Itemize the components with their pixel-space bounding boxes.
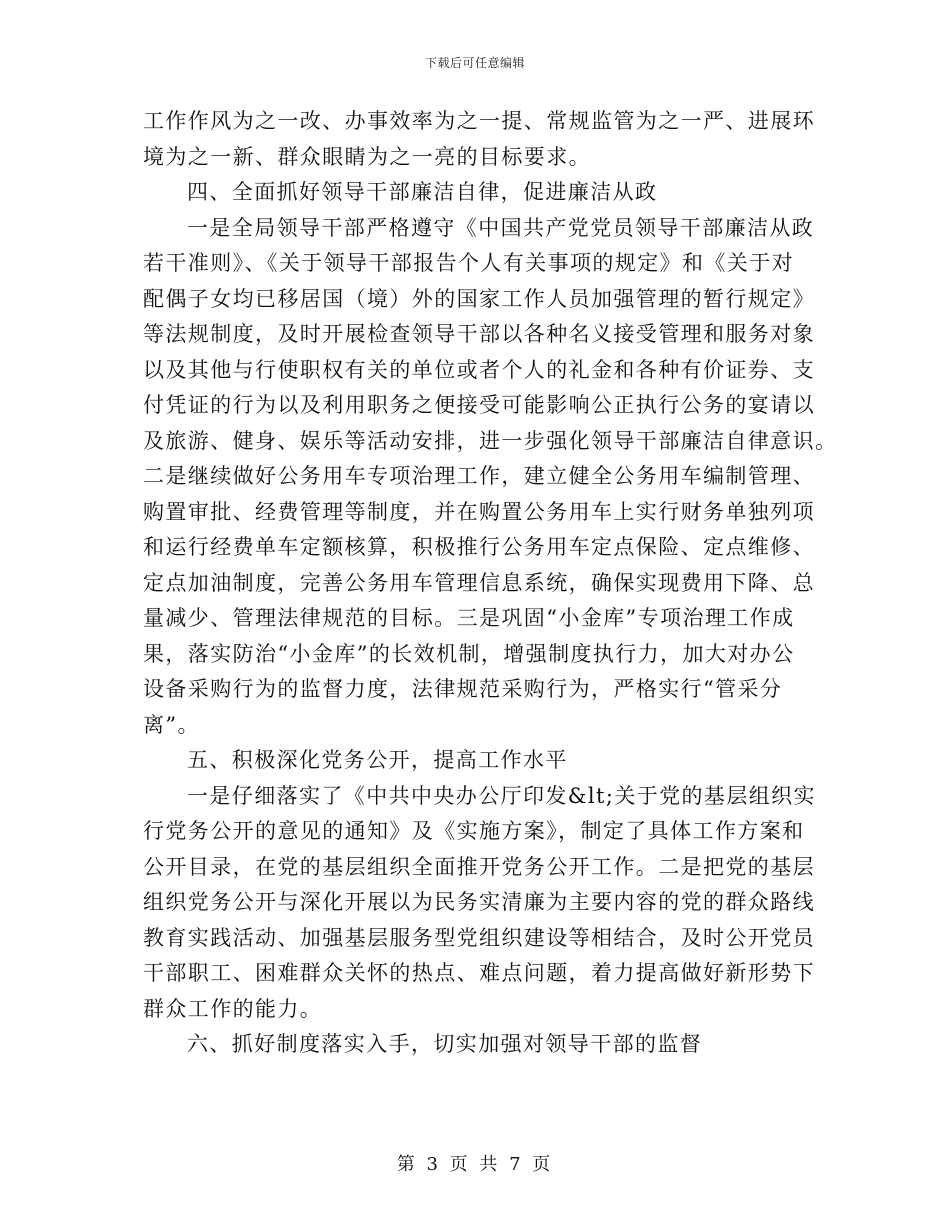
text-line: 量减少、管理法律规范的目标。三是巩固“小金库”专项治理工作成 (143, 606, 795, 630)
text-line: 若干准则》、《关于领导干部报告个人有关事项的规定》和《关于对 (143, 251, 794, 275)
text-line: 一是仔细落实了《中共中央办公厅印发&lt;关于党的基层组织实 (187, 783, 816, 808)
text-line: 行党务公开的意见的通知》及《实施方案》，制定了具体工作方案和 (143, 819, 805, 843)
section-heading: 四、全面抓好领导干部廉洁自律，促进廉洁从政 (187, 180, 658, 204)
text-line: 等法规制度，及时开展检查领导干部以各种名义接受管理和服务对象 (143, 322, 815, 346)
page-number: 第 3 页 共 7 页 (396, 1154, 554, 1175)
section-heading: 五、积极深化党务公开，提高工作水平 (187, 748, 568, 772)
body-text (143, 104, 838, 1063)
text-line: 以及其他与行使职权有关的单位或者个人的礼金和各种有价证券、支 (143, 357, 815, 382)
text-line: 设备采购行为的监督力度，法律规范采购行为，严格实行“管采分 (143, 677, 783, 701)
page-header: 下载后可任意编辑 (424, 56, 525, 70)
text-line: 和运行经费单车定额核算，积极推行公务用车定点保险、定点维修、 (143, 535, 815, 559)
text-line: 公开目录，在党的基层组织全面推开党务公开工作。二是把党的基层 (143, 854, 815, 879)
text-line: 及旅游、健身、娱乐等活动安排，进一步强化领导干部廉洁自律意识。 (143, 428, 838, 453)
text-line: 离”。 (143, 712, 200, 737)
text-line: 付凭证的行为以及利用职务之便接受可能影响公正执行公务的宴请以 (143, 393, 815, 417)
text-line: 一是全局领导干部严格遵守《中国共产党党员领导干部廉洁从政 (187, 215, 815, 240)
text-line: 组织党务公开与深化开展以为民务实清廉为主要内容的党的群众路线 (143, 890, 815, 914)
text-line: 购置审批、经费管理等制度，并在购置公务用车上实行财务单独列项 (143, 499, 815, 524)
text-line: 配偶子女均已移居国（境）外的国家工作人员加强管理的暂行规定》 (143, 286, 815, 311)
text-line: 干部职工、困难群众关怀的热点、难点问题，着力提高做好新形势下 (143, 961, 815, 985)
text-line: 教育实践活动、加强基层服务型党组织建设等相结合，及时公开党员 (143, 925, 815, 950)
section-heading: 六、抓好制度落实入手，切实加强对领导干部的监督 (187, 1032, 703, 1056)
text-line: 二是继续做好公务用车专项治理工作，建立健全公务用车编制管理、 (143, 464, 815, 488)
text-line: 群众工作的能力。 (143, 996, 323, 1021)
text-line: 工作作风为之一改、办事效率为之一提、常规监管为之一严、进展环 (143, 109, 815, 133)
text-line: 果，落实防治“小金库”的长效机制，增强制度执行力，加大对办公 (143, 641, 795, 666)
text-line: 定点加油制度，完善公务用车管理信息系统，确保实现费用下降、总 (143, 570, 815, 595)
text-line: 境为之一新、群众眼睛为之一亮的目标要求。 (143, 144, 591, 169)
